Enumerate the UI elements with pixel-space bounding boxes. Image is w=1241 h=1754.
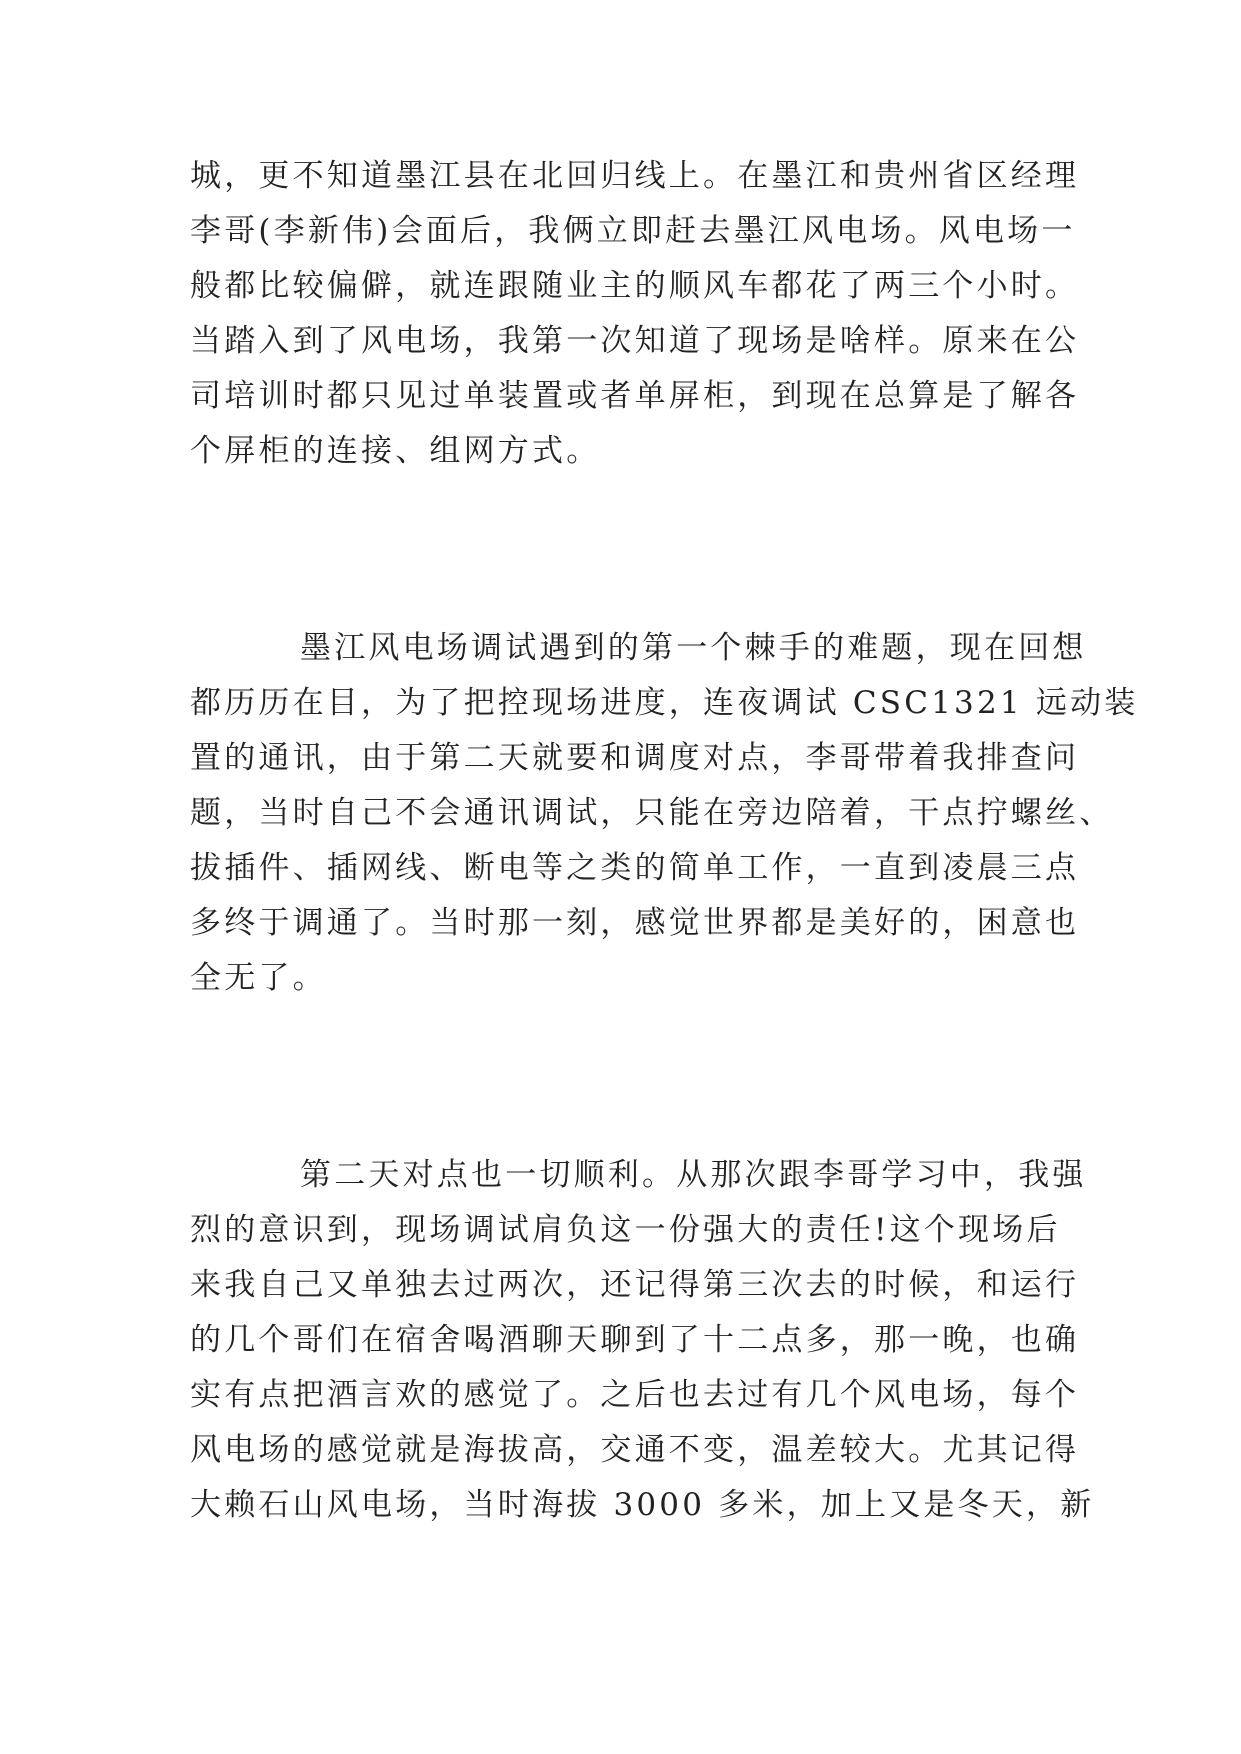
text-line: 当踏入到了风电场，我第一次知道了现场是啥样。原来在公: [190, 323, 1080, 359]
text-line: 多终于调通了。当时那一刻，感觉世界都是美好的，困意也: [190, 905, 1080, 941]
text-line: 拔插件、插网线、断电等之类的简单工作，一直到凌晨三点: [190, 850, 1080, 886]
text-line: 烈的意识到，现场调试肩负这一份强大的责任!这个现场后: [190, 1212, 1061, 1248]
text-line: 城，更不知道墨江县在北回归线上。在墨江和贵州省区经理: [190, 158, 1080, 194]
text-line: 大赖石山风电场，当时海拔 3000 多米，加上又是冬天，新: [190, 1487, 1095, 1523]
text-line: 第二天对点也一切顺利。从那次跟李哥学习中，我强: [300, 1157, 1087, 1193]
text-line: 风电场的感觉就是海拔高，交通不变，温差较大。尤其记得: [190, 1432, 1080, 1468]
text-line: 个屏柜的连接、组网方式。: [190, 433, 601, 469]
text-line: 墨江风电场调试遇到的第一个棘手的难题，现在回想: [300, 630, 1087, 666]
text-line: 来我自己又单独去过两次，还记得第三次去的时候，和运行: [190, 1267, 1080, 1303]
text-line: 全无了。: [190, 960, 327, 996]
text-line: 置的通讯，由于第二天就要和调度对点，李哥带着我排查问: [190, 740, 1080, 776]
text-line: 的几个哥们在宿舍喝酒聊天聊到了十二点多，那一晚，也确: [190, 1322, 1080, 1358]
text-line: 题，当时自己不会通讯调试，只能在旁边陪着，干点拧螺丝、: [190, 795, 1114, 831]
text-line: 司培训时都只见过单装置或者单屏柜，到现在总算是了解各: [190, 378, 1080, 414]
text-line: 实有点把酒言欢的感觉了。之后也去过有几个风电场，每个: [190, 1377, 1080, 1413]
text-line: 李哥(李新伟)会面后，我俩立即赶去墨江风电场。风电场一: [190, 213, 1076, 249]
text-line: 般都比较偏僻，就连跟随业主的顺风车都花了两三个小时。: [190, 268, 1080, 304]
text-line: 都历历在目，为了把控现场进度，连夜调试 CSC1321 远动装: [190, 685, 1139, 721]
